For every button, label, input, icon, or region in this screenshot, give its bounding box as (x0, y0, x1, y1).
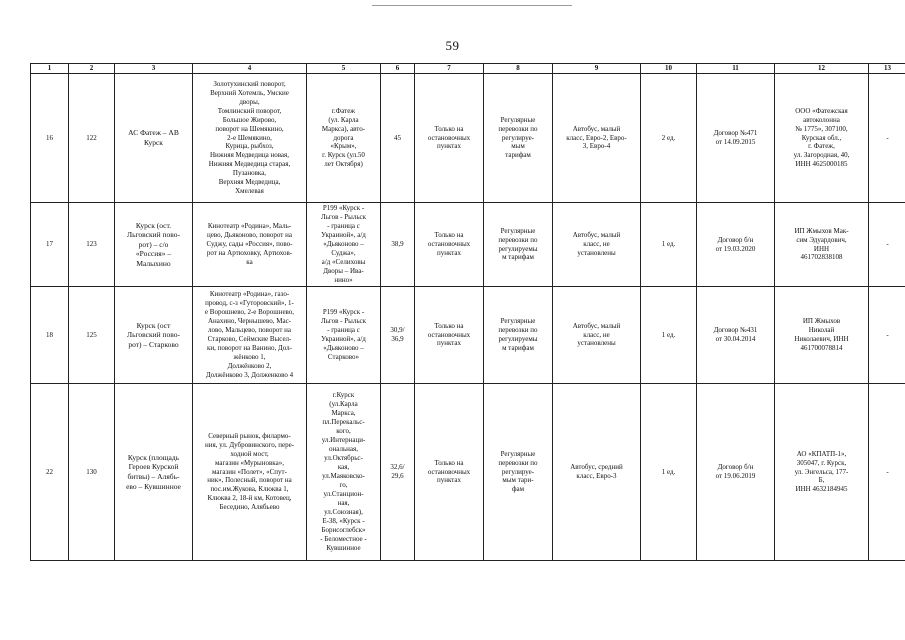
route-length: 38,9 (381, 203, 415, 287)
col-header-3: 3 (115, 64, 193, 74)
top-rule (372, 5, 572, 6)
carrier-info: ООО «Фатежская автоколонна № 1775», 307100, Курская обл., г. Фатеж, ул. Загородная, 40, ИНН 4625000185 (775, 74, 869, 203)
route-stops: Кинотеатр «Родина», Маль- цево, Дьяконово, поворот на Суджу, сады «Россия», пово- рот на Артюховку, Артюхов- ка (193, 203, 307, 287)
col-header-13: 13 (869, 64, 905, 74)
table-row (31, 74, 905, 203)
route-name: Курск (ост Льговский пово- рот) – Старково (115, 287, 193, 384)
vehicle-info: Автобус, малый класс, не установлены (553, 287, 641, 384)
vehicle-count: 1 ед. (641, 287, 697, 384)
col-header-7: 7 (415, 64, 484, 74)
route-length: 45 (381, 74, 415, 203)
route-name: Курск (площадь Героев Курской битвы) – Алябь- ево – Кувшинное (115, 384, 193, 561)
transport-kind: Регулярные перевозки по регулируе- мым тарифам (484, 74, 553, 203)
route-index: 16 (31, 74, 69, 203)
column-13-value: - (869, 384, 905, 561)
table-row (31, 203, 905, 287)
page-number: 59 (445, 38, 460, 53)
col-header-4: 4 (193, 64, 307, 74)
column-13-value: - (869, 203, 905, 287)
contract-info: Договор №471 от 14.09.2015 (697, 74, 775, 203)
route-number: 123 (69, 203, 115, 287)
transport-kind: Регулярные перевозки по регулируемы м тарифам (484, 287, 553, 384)
routes-table (30, 63, 905, 561)
vehicle-info: Автобус, малый класс, не установлены (553, 203, 641, 287)
route-stops: Золотухинский поворот, Верхний Хотемль, Умские дворы, Томлинский поворот, Большое Жирово, поворот на Шемякино, 2-е Шемякино, Курица, рыбхоз, Нижняя Медведица новая, Нижняя Медведица старая, Пузановка, Верхняя Медведица, Хмелевая (193, 74, 307, 203)
route-stops: Кинотеатр «Родина», газо- провод, с-з «Гуторовский», 1- е Ворошнево, 2-е Ворошнево, Анахино, Чернышево, Мас- лово, Мальцево, поворот на Старково, Сеймские Высел- ки, поворот на Ванино, Дол- жёнково 1, Должёнково 2, Должёнково 3, Долженково 4 (193, 287, 307, 384)
route-number: 125 (69, 287, 115, 384)
col-header-6: 6 (381, 64, 415, 74)
header-row (31, 64, 905, 74)
route-streets: Р199 «Курск - Льгов - Рыльск - граница с Украиной», а/д «Дьяконово – Старково» (307, 287, 381, 384)
vehicle-info: Автобус, средний класс, Евро-3 (553, 384, 641, 561)
route-name: Курск (ост. Льговский пово- рот) – с/о «Россия» – Малыхино (115, 203, 193, 287)
col-header-2: 2 (69, 64, 115, 74)
boarding-order: Только на остановочных пунктах (415, 74, 484, 203)
col-header-11: 11 (697, 64, 775, 74)
col-header-5: 5 (307, 64, 381, 74)
col-header-9: 9 (553, 64, 641, 74)
vehicle-count: 1 ед. (641, 203, 697, 287)
route-number: 122 (69, 74, 115, 203)
route-index: 17 (31, 203, 69, 287)
col-header-12: 12 (775, 64, 869, 74)
boarding-order: Только на остановочных пунктах (415, 287, 484, 384)
boarding-order: Только на остановочных пунктах (415, 384, 484, 561)
carrier-info: ИП Жмыхов Николай Николаевич, ИНН 461700078814 (775, 287, 869, 384)
table-row (31, 384, 905, 561)
carrier-info: ИП Жмыхов Мак- сим Эдуардович, ИНН 461702838108 (775, 203, 869, 287)
route-number: 130 (69, 384, 115, 561)
column-13-value: - (869, 287, 905, 384)
boarding-order: Только на остановочных пунктах (415, 203, 484, 287)
route-streets: г.Курск (ул.Карла Маркса, пл.Перекальс- кого, ул.Интернаци- ональная, ул.Октябрьс- кая, ул.Маяковско- го, ул.Станцион- ная, ул.Союзная), Е-38, «Курск - Борисоглебск» - Беломестное - Кувшинное (307, 384, 381, 561)
route-length: 30,9/ 36,9 (381, 287, 415, 384)
vehicle-count: 2 ед. (641, 74, 697, 203)
route-name: АС Фатеж – АВ Курск (115, 74, 193, 203)
transport-kind: Регулярные перевозки по регулируемы м тарифам (484, 203, 553, 287)
col-header-8: 8 (484, 64, 553, 74)
column-13-value: - (869, 74, 905, 203)
route-stops: Северный рынок, филармо- ния, ул. Дубровинского, пере- ходной мост, магазин «Мурыновка», магазин «Полет», «Спут- ник», Полесный, поворот на пос.им.Жукова, Клюква 1, Клюква 2, 18-й км, Котовец, Бесединo, Алябьево (193, 384, 307, 561)
table-row (31, 287, 905, 384)
route-streets: г.Фатеж (ул. Карла Маркса), авто- дорога «Крым», г. Курск (ул.50 лет Октября) (307, 74, 381, 203)
route-index: 18 (31, 287, 69, 384)
transport-kind: Регулярные перевозки по регулируе- мым тари- фам (484, 384, 553, 561)
vehicle-info: Автобус, малый класс, Евро-2, Евро- 3, Евро-4 (553, 74, 641, 203)
contract-info: Договор б/н от 19.06.2019 (697, 384, 775, 561)
col-header-10: 10 (641, 64, 697, 74)
carrier-info: АО «КПАТП-1», 305047, г. Курск, ул. Энгельса, 177- Б, ИНН 4632184945 (775, 384, 869, 561)
route-index: 22 (31, 384, 69, 561)
contract-info: Договор №431 от 30.04.2014 (697, 287, 775, 384)
route-length: 32,6/ 29,6 (381, 384, 415, 561)
vehicle-count: 1 ед. (641, 384, 697, 561)
col-header-1: 1 (31, 64, 69, 74)
contract-info: Договор б/н от 19.03.2020 (697, 203, 775, 287)
route-streets: Р199 «Курск - Льгов - Рыльск - граница с Украиной», а/д «Дьяконово – Суджа», а/д «Селиховы Дворы – Ива- нино» (307, 203, 381, 287)
